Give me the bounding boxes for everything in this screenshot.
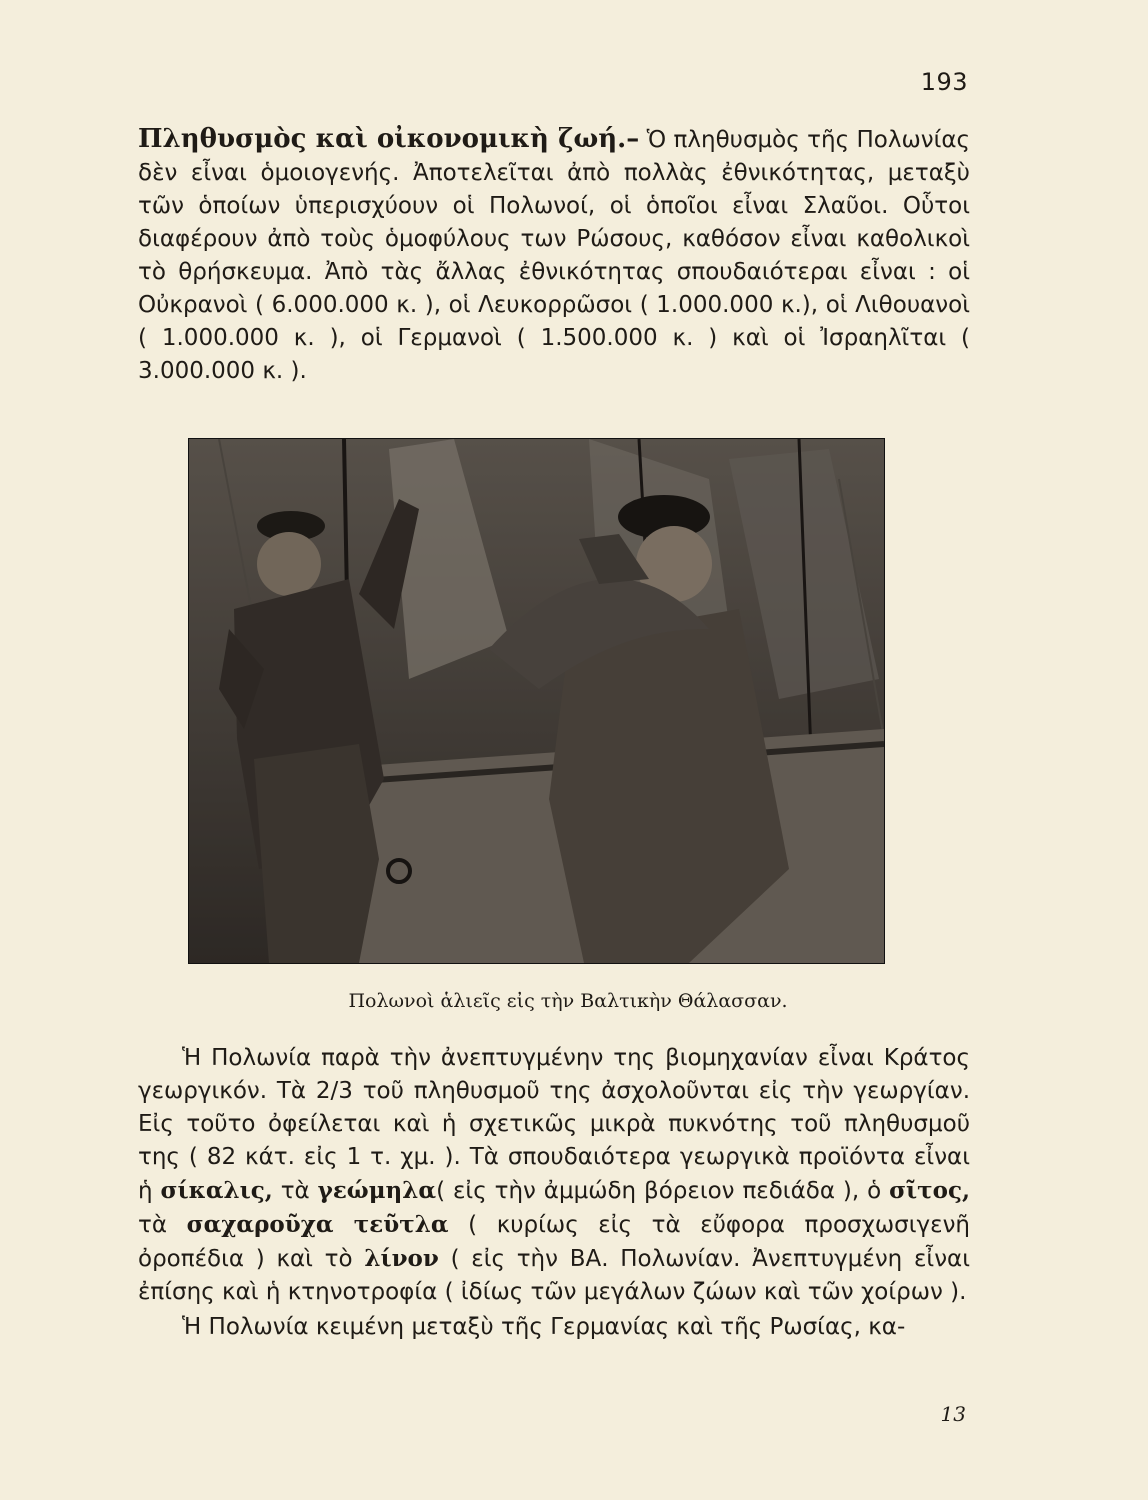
product-sugar-beets: σαχαροῦχα τεῦτλα (186, 1211, 449, 1238)
section-title: Πληθυσμὸς καὶ οἰκονομικὴ ζωή.– (138, 124, 640, 154)
intro-text: Ὁ πληθυσμὸς τῆς Πολωνίας δὲν εἶναι ὁμοιογενής. Ἀποτελεῖται ἀπὸ πολλὰς ἐθνικότητας, μεταξὺ τῶν ὁποίων ὑπερισχύουν οἱ Πολωνοί, οἱ ὁποῖοι εἶναι Σλαῦοι. Οὗτοι διαφέρουν ἀπὸ τοὺς ὁμοφύλους των Ρώσους, καθόσον εἶναι καθολικοὶ τὸ θρήσκευμα. Ἀπὸ τὰς ἄλλας ἐθνικότητας σπουδαιότεραι εἶναι : οἱ Οὐκρανοὶ ( 6.000.000 κ. ), οἱ Λευκορρῶσοι ( 1.000.000 κ.), οἱ Λιθουανοὶ ( 1.000.000 κ. ), οἱ Γερμανοὶ ( 1.500.000 κ. ) καὶ οἱ Ἰσραηλῖται ( 3.000.000 κ. ). (138, 127, 971, 384)
agriculture-text-2: τὰ (272, 1178, 318, 1204)
product-rye: σίκαλις, (160, 1177, 273, 1204)
agriculture-text-5: ( κυρίως εἰς τὰ εὔφορα προσχωσιγενῆ ὀροπέδια ) καὶ τὸ (138, 1212, 970, 1272)
product-wheat: σῖτος, (889, 1177, 970, 1204)
agriculture-text-6: ( εἰς τὴν ΒΑ. Πολωνίαν. Ἀνεπτυγμένη εἶναι ἐπίσης καὶ ἡ κτηνοτροφία ( ἰδίως τῶν μεγάλων ζώων καὶ τῶν χοίρων ). (138, 1246, 970, 1305)
geography-paragraph: Ἡ Πολωνία κειμένη μεταξὺ τῆς Γερμανίας καὶ τῆς Ρωσίας, κα- (182, 1314, 906, 1340)
product-potatoes: γεώμηλα (317, 1177, 437, 1204)
photo-caption: Πολωνοὶ ἁλιεῖς εἰς τὴν Βαλτικὴν Θάλασσαν. (348, 990, 788, 1012)
intro-paragraph (138, 123, 970, 388)
fishermen-photo-illustration (189, 439, 884, 963)
fishermen-photo (188, 438, 885, 964)
agriculture-text-1: Ἡ Πολωνία παρὰ τὴν ἀνεπτυγμένην της βιομηχανίαν εἶναι Κράτος γεωργικόν. Τὰ 2/3 τοῦ πληθυσμοῦ της ἀσχολοῦνται εἰς τὴν γεωργίαν. Εἰς τοῦτο ὀφείλεται καὶ ἡ σχετικῶς μικρὰ πυκνότης τοῦ πληθυσμοῦ της ( 82 κάτ. εἰς 1 τ. χμ. ). Τὰ σπουδαιότερα γεωργικὰ προϊόντα εἶναι ἡ (138, 1045, 970, 1204)
signature-mark: 13 (940, 1402, 966, 1426)
agriculture-text-3: ( εἰς τὴν ἀμμώδη βόρειον πεδιάδα ), ὁ (436, 1178, 890, 1204)
agriculture-text-4: τὰ (138, 1212, 187, 1238)
product-flax: λίνον (364, 1245, 439, 1272)
agriculture-paragraph (138, 1042, 970, 1344)
page-number: 193 (920, 68, 968, 96)
